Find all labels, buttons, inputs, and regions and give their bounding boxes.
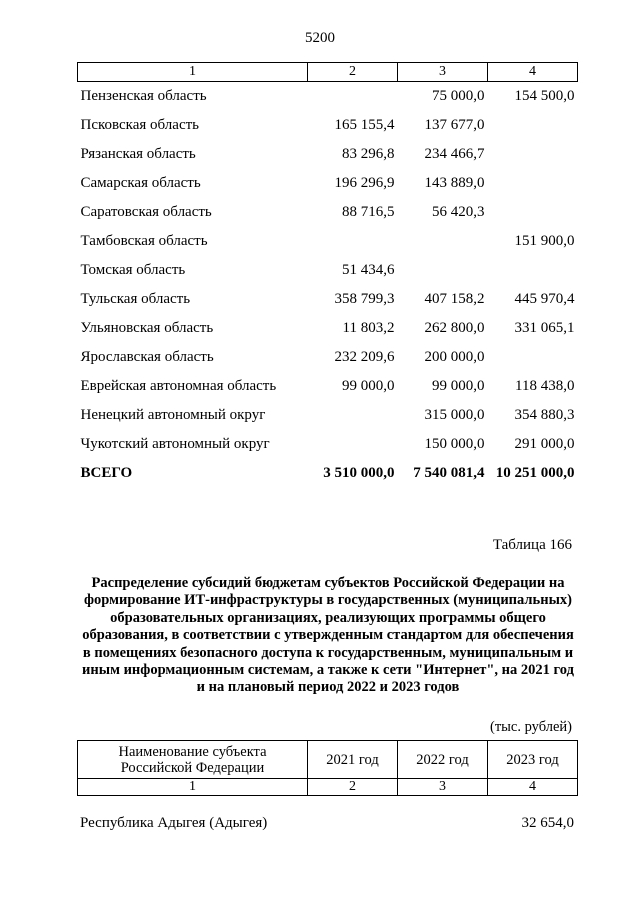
region-name: Саратовская область [80, 204, 212, 220]
region-name: Ненецкий автономный округ [80, 407, 266, 423]
column-number: 1 [78, 779, 308, 796]
column-number: 1 [78, 63, 308, 82]
value-2021: 88 716,5 [342, 204, 395, 220]
region-name: Томская область [80, 262, 186, 278]
value-2021 [308, 430, 398, 459]
value-2023: 354 880,3 [514, 407, 575, 423]
value-2023: 118 438,0 [515, 378, 575, 394]
column-number-row [78, 779, 578, 796]
value-2022 [398, 227, 488, 256]
table-label: Таблица 166 [492, 537, 572, 553]
value-2023: 154 500,0 [514, 88, 575, 104]
value-2022 [398, 256, 488, 285]
value-2022: 75 000,0 [432, 88, 485, 104]
value-2021 [308, 227, 398, 256]
header-2021: 2021 год [308, 741, 398, 779]
table-row [78, 343, 578, 372]
total-row [78, 459, 578, 488]
value-2022: 200 000,0 [424, 349, 485, 365]
value-2023 [488, 256, 578, 285]
table-row [78, 314, 578, 343]
units-label: (тыс. рублей) [490, 719, 572, 735]
column-number-row [78, 63, 578, 82]
value-2022: 7 540 081,4 [413, 465, 485, 481]
value-2023 [488, 169, 578, 198]
value-2023: 445 970,4 [514, 291, 575, 307]
value-2022: 234 466,7 [424, 146, 485, 162]
header-subject-line1: Наименование субъекта [118, 743, 267, 760]
column-number: 3 [398, 779, 488, 796]
table-row [78, 372, 578, 401]
table-row [78, 256, 578, 285]
value-2021 [308, 401, 398, 430]
value-2021: 51 434,6 [342, 262, 395, 278]
value-2021: 196 296,9 [334, 175, 395, 191]
region-name: Ульяновская область [80, 320, 214, 336]
value-2022: 137 677,0 [424, 117, 485, 133]
table-row [78, 140, 578, 169]
value-2021: 165 155,4 [334, 117, 395, 133]
value-2022: 99 000,0 [432, 378, 485, 394]
column-number: 4 [488, 63, 578, 82]
subsidy-table-header [77, 740, 578, 796]
value-2021: 232 209,6 [334, 349, 395, 365]
column-number: 2 [308, 779, 398, 796]
table-row [78, 227, 578, 256]
column-number: 4 [488, 779, 578, 796]
value-2022: 315 000,0 [424, 407, 485, 423]
header-subject [78, 741, 308, 779]
value-2023 [488, 198, 578, 227]
region-name: Тульская область [80, 291, 191, 307]
header-row [78, 741, 578, 779]
table-row [78, 401, 578, 430]
column-number: 2 [308, 63, 398, 82]
header-2022: 2022 год [398, 741, 488, 779]
region-name: Пензенская область [80, 88, 207, 104]
value-2021: 11 803,2 [342, 320, 395, 336]
value-2023: 151 900,0 [514, 233, 575, 249]
total-label: ВСЕГО [80, 465, 133, 481]
value-2022: 150 000,0 [424, 436, 485, 452]
header-2023: 2023 год [488, 741, 578, 779]
value-2022: 143 889,0 [424, 175, 485, 191]
value-2021: 3 510 000,0 [323, 465, 395, 481]
region-name: Тамбовская область [80, 233, 208, 249]
value-2023 [488, 111, 578, 140]
column-number: 3 [398, 63, 488, 82]
table-row [78, 169, 578, 198]
value-2023 [488, 343, 578, 372]
table-row [78, 111, 578, 140]
value-2022: 407 158,2 [424, 291, 485, 307]
region-name: Еврейская автономная область [80, 378, 277, 394]
value-2023 [488, 140, 578, 169]
region-name: Самарская область [80, 175, 201, 191]
value-2021: 32 654,0 [521, 815, 574, 831]
subsidy-table-continued [77, 62, 578, 488]
region-name: Псковская область [80, 117, 199, 133]
table-row [78, 82, 578, 112]
value-2022: 56 420,3 [432, 204, 485, 220]
value-2023: 331 065,1 [514, 320, 575, 336]
table-row [78, 198, 578, 227]
table-title: Распределение субсидий бюджетам субъектов Российской Федерации на формирование ИТ-инфраструктуры в государственных (муниципальных) образовательных организациях, реализующих программы общего образования, в соответствии с утвержденным стандартом для обеспечения в помещениях безопасного доступа к государственным, муниципальным и иным информационным системам, а также к сети "Интернет", на 2021 год и на плановый период 2022 и 2023 годов [82, 575, 574, 696]
value-2021: 99 000,0 [342, 378, 395, 394]
region-name: Чукотский автономный округ [80, 436, 270, 452]
page-number: 5200 [305, 30, 335, 46]
table-row [78, 285, 578, 314]
header-subject-line2: Российской Федерации [120, 759, 265, 776]
value-2021: 358 799,3 [334, 291, 395, 307]
table-row [78, 430, 578, 459]
value-2022: 262 800,0 [424, 320, 485, 336]
value-2021 [308, 82, 398, 112]
value-2021: 83 296,8 [342, 146, 395, 162]
region-name: Ярославская область [80, 349, 214, 365]
value-2023: 291 000,0 [514, 436, 575, 452]
value-2023: 10 251 000,0 [495, 465, 575, 481]
region-name: Республика Адыгея (Адыгея) [80, 815, 268, 831]
region-name: Рязанская область [80, 146, 196, 162]
